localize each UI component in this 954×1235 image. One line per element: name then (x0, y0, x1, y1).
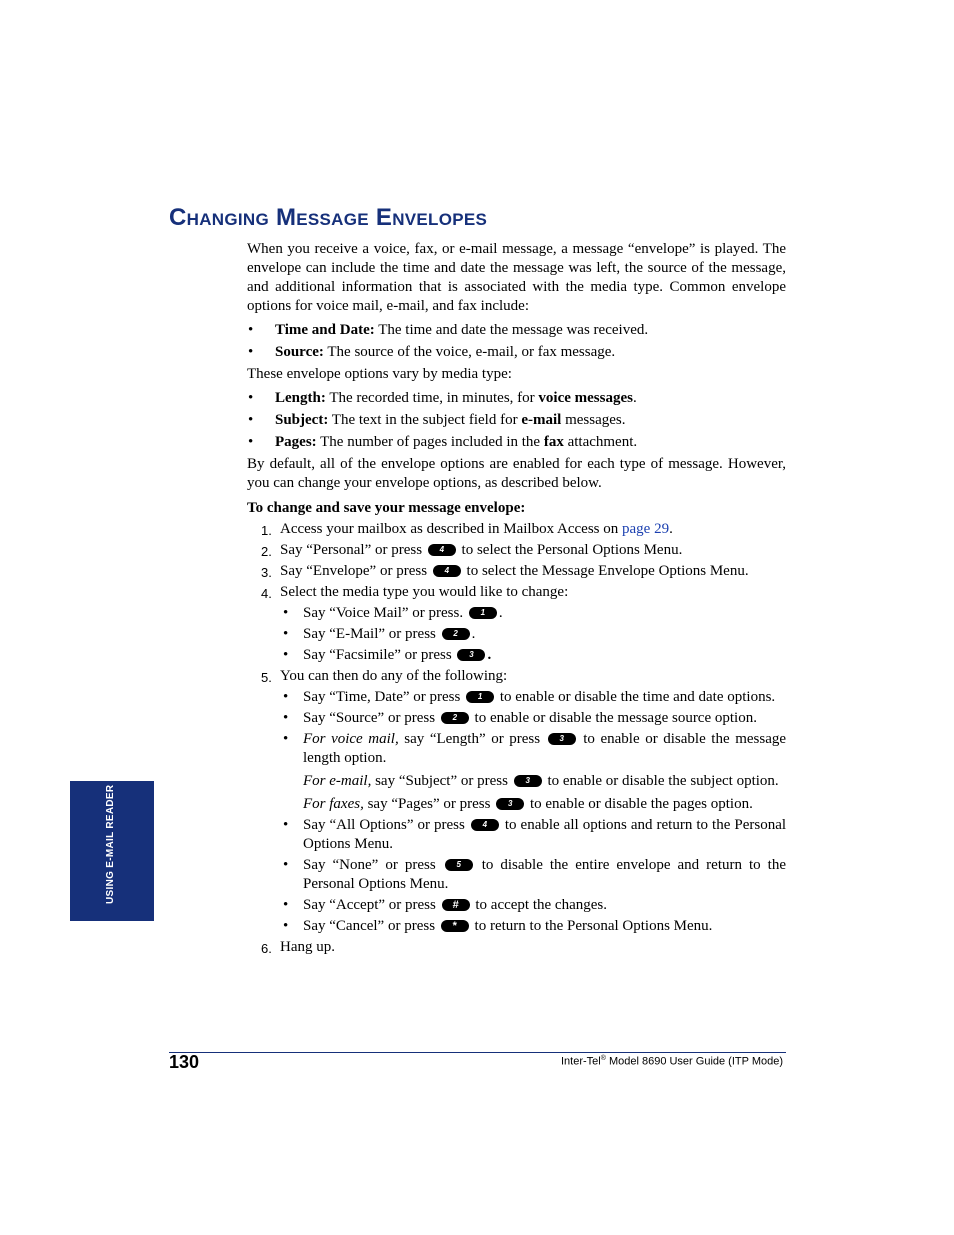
list-item: • Length: The recorded time, in minutes, for voice messages. (247, 389, 786, 408)
step-1: 1. Access your mailbox as described in Mailbox Access on page 29. (261, 521, 673, 538)
list-item: For e-mail, say “Subject” or press 3 to enable or disable the subject option. (303, 773, 779, 789)
default-paragraph: By default, all of the envelope options are enabled for each type of message. However, you can change your envelope options, as described below. (247, 456, 786, 491)
key-2-icon: 2 (441, 712, 469, 724)
media-options-list (247, 389, 786, 452)
section-side-tab (70, 781, 154, 921)
key-1-icon: 1 (466, 691, 494, 703)
key-3-icon: 3 (457, 649, 485, 661)
procedure-title: To change and save your message envelope: (247, 500, 526, 516)
vary-paragraph: These envelope options vary by media type: (247, 366, 512, 382)
side-tab-label: USING E-MAIL READER (105, 784, 116, 904)
list-item: For faxes, say “Pages” or press 3 to enable or disable the pages option. (303, 796, 753, 812)
list-item: • Pages: The number of pages included in the fax attachment. (247, 433, 786, 452)
envelope-actions-list (280, 688, 786, 936)
key-4-icon: 4 (471, 819, 499, 831)
common-options-list (247, 321, 786, 362)
page-link[interactable]: page 29 (622, 521, 670, 537)
intro-paragraph: When you receive a voice, fax, or e-mail message, a message “envelope” is played. The envelope can include the time and date the message was left, the source of the message, and additional information that is associated with the media type. Common envelope options for voice mail, e-mail, and fax include: (247, 241, 786, 314)
key-5-icon: 5 (445, 859, 473, 871)
steps-list (247, 520, 786, 957)
key-pound-icon: # (442, 899, 470, 911)
step-2: 2. Say “Personal” or press 4 to select the Personal Options Menu. (261, 542, 683, 559)
list-item: • Say “Facsimile” or press 3 . (280, 646, 786, 665)
key-4-icon: 4 (428, 544, 456, 556)
step-3: 3. Say “Envelope” or press 4 to select the Message Envelope Options Menu. (261, 563, 749, 580)
step-6: 6. Hang up. (261, 939, 335, 956)
key-star-icon: * (441, 920, 469, 932)
key-2-icon: 2 (442, 628, 470, 640)
list-item: • Say “Accept” or press # to accept the changes. (280, 896, 786, 915)
footer-divider (169, 1052, 786, 1053)
step-4: 4. Select the media type you would like to change: • Say “Voice Mail” or press. 1 . • Say “E-Mail” or press 2 . • Say “Facsimile” or press 3 . (247, 583, 786, 665)
key-1-icon: 1 (469, 607, 497, 619)
footer-title: Inter-Tel® Model 8690 User Guide (ITP Mode) (560, 1055, 783, 1068)
list-item: • Time and Date: The time and date the message was received. (247, 321, 786, 340)
media-type-list (280, 604, 786, 665)
page-title: Changing Message Envelopes (169, 204, 488, 231)
list-item: • Subject: The text in the subject field for e-mail messages. (247, 411, 786, 430)
page-number: 130 (169, 1052, 200, 1072)
body-content (247, 240, 786, 959)
step-5: 5. You can then do any of the following: • Say “Time, Date” or press 1 to enable or disable the time and date options. • Say “Source” or press 2 to enable or disable the message source option. • For voice mail, say “Length” or press 3 to enable or disable the message length option. For e-mail, say “Subject” or press 3 to enable or disable the subject option. For faxes, say “Pages” or press 3 to enable or disable the pages option. • Say “All Options” or press 4 to enable all options and return to the Personal Options Menu. • Say “None” or press 5 to disable the entire envelope and return to the Personal Options Menu. • Say “Accept” or press # to accept the changes. • Say “Cancel” or press * to return to the Personal Options Menu. (247, 667, 786, 936)
list-item: • Say “Source” or press 2 to enable or disable the message source option. (280, 709, 786, 728)
list-item: • Source: The source of the voice, e-mail, or fax message. (247, 343, 786, 362)
key-3-icon: 3 (496, 798, 524, 810)
list-item: • Say “E-Mail” or press 2 . (280, 625, 786, 644)
list-item: • Say “Cancel” or press * to return to the Personal Options Menu. (280, 917, 786, 936)
key-4-icon: 4 (433, 565, 461, 577)
list-item: • For voice mail, say “Length” or press 3 to enable or disable the message length option. (280, 730, 786, 768)
list-item: • Say “Voice Mail” or press. 1 . (280, 604, 786, 623)
list-item: • Say “None” or press 5 to disable the entire envelope and return to the Personal Options Menu. (280, 856, 786, 894)
key-3-icon: 3 (548, 733, 576, 745)
key-3-icon: 3 (514, 775, 542, 787)
list-item: • Say “All Options” or press 4 to enable all options and return to the Personal Options Menu. (280, 816, 786, 854)
list-item: • Say “Time, Date” or press 1 to enable or disable the time and date options. (280, 688, 786, 707)
